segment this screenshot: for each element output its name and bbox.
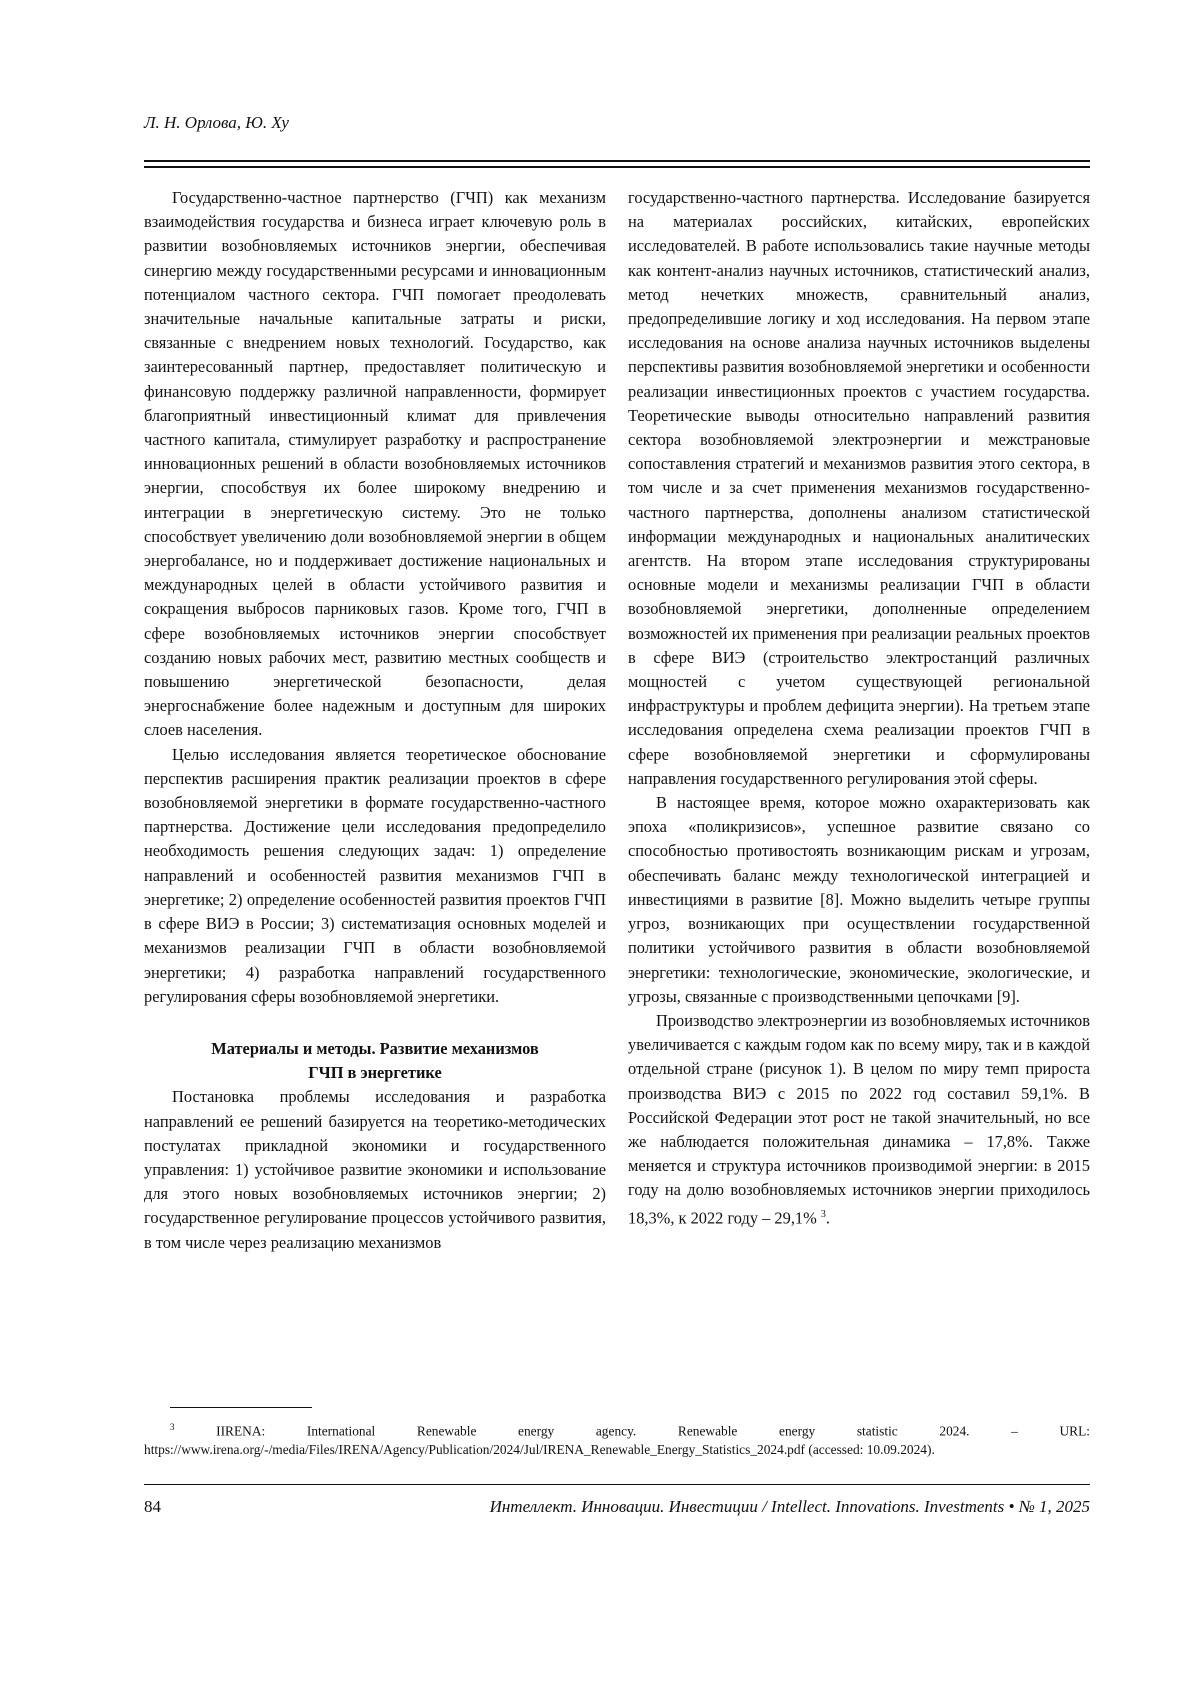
section-heading bbox=[144, 1037, 606, 1085]
body-paragraph-text: Производство электроэнергии из возобновляемых источников увеличивается с каждым годом как по всему миру, так и в каждой отдельной стране (рисунок 1). В целом по миру темп прироста производства ВИЭ с 2015 по 2022 год составил 59,1%. В Российской Федерации этот рост не такой значительный, но все же наблюдается положительная динамика – 17,8%. Также меняется и структура источников производимой энергии: в 2015 году на долю возобновляемых источников энергии приходилось 18,3%, к 2022 году – 29,1% bbox=[628, 1010, 1090, 1227]
body-paragraph: государственно-частного партнерства. Исследование базируется на материалах российских, китайских, европейских исследователей. В работе использовались такие научные методы как контент-анализ научных источников, статистический анализ, метод нечетких множеств, сравнительный анализ, предопределившие логику и ход исследования. На первом этапе исследования на основе анализа научных источников выделены перспективы развития возобновляемой энергетики и особенности реализации инвестиционных проектов с участием государства. Теоретические выводы относительно направлений развития сектора возобновляемой электроэнергии и межстрановые сопоставления стратегий и механизмов развития этого сектора, в том числе и за счет применения механизмов государственно-частного партнерства, дополнены анализом статистической информации международных и национальных аналитических агентств. На втором этапе исследования структурированы основные модели и механизмы реализации ГЧП в области возобновляемой энергетики, дополненные определением возможностей их применения при реализации реальных проектов в сфере ВИЭ (строительство электростанций различных мощностей с учетом существующей региональной инфраструктуры и проблем дефицита энергии). На третьем этапе исследования определена схема реализации проектов ГЧП в сфере возобновляемой энергетики и сформулированы направления государственного регулирования этой сферы. bbox=[628, 188, 1090, 788]
running-head-authors: Л. Н. Орлова, Ю. Ху bbox=[144, 113, 289, 132]
footer-rule bbox=[144, 1484, 1090, 1485]
page-number: 84 bbox=[144, 1497, 161, 1516]
body-paragraph: Постановка проблемы исследования и разработка направлений ее решений базируется на теоретико-методических постулатах прикладной экономики и государственного управления: 1) устойчивое развитие экономики и использование для этого новых возобновляемых источников энергии; 2) государственное регулирование процессов устойчивого развития, в том числе через реализацию механизмов bbox=[144, 1087, 606, 1252]
journal-title: Интеллект. Инновации. Инвестиции / Intellect. Innovations. Investments • № 1, 2025 bbox=[489, 1497, 1090, 1516]
footnote-text: IIRENA: International Renewable energy agency. Renewable energy statistic 2024. – URL: https://www.irena.org/-/media/Files/IRENA/Agency/Publication/2024/Jul/IRENA_Renewable_Energy_Statistics_2024.pdf (accessed: 10.09.2024). bbox=[144, 1423, 1090, 1458]
section-heading-line: Материалы и методы. Развитие механизмов bbox=[211, 1038, 539, 1058]
body-paragraph: Производство электроэнергии из возобновляемых источников увеличивается с каждым годом как по всему миру, так и в каждой отдельной стране (рисунок 1). В целом по миру темп прироста производства ВИЭ с 2015 по 2022 год составил 59,1%. В Российской Федерации этот рост не такой значительный, но все же наблюдается положительная динамика – 17,8%. Также меняется и структура источников производимой энергии: в 2015 году на долю возобновляемых источников энергии приходилось 18,3%, к 2022 году – 29,1% $^3$. bbox=[628, 1010, 1090, 1227]
body-paragraph: Целью исследования является теоретическое обоснование перспектив расширения практик реализации проектов в сфере возобновляемой энергетики в формате государственно-частного партнерства. Достижение цели исследования предопределило необходимость решения следующих задач: 1) определение направлений и особенностей развития механизмов ГЧП в энергетике; 2) определение особенностей развития проектов ГЧП в сфере ВИЭ в России; 3) систематизация основных моделей и механизмов реализации ГЧП в области возобновляемой энергетики; 4) разработка направлений государственного регулирования сферы возобновляемой энергетики. bbox=[144, 744, 606, 1006]
left-column bbox=[144, 186, 606, 1255]
footnote-marker: 3 bbox=[170, 1422, 175, 1432]
body-paragraph: Государственно-частное партнерство (ГЧП) как механизм взаимодействия государства и бизнеса играет ключевую роль в развитии возобновляемых источников энергии, обеспечивая синергию между государственными ресурсами и инновационным потенциалом частного сектора. ГЧП помогает преодолевать значительные начальные капитальные затраты и риски, связанные с внедрением новых технологий. Государство, как заинтересованный партнер, предоставляет политическую и финансовую поддержку различной направленности, формирует благоприятный инвестиционный климат для привлечения частного капитала, стимулирует разработку и распространение инновационных решений в области возобновляемых источников энергии, способствуя их более широкому внедрению и интеграции в энергетическую систему. Это не только способствует увеличению доли возобновляемой энергии в общем энергобалансе, но и поддерживает достижение национальных и международных целей в области устойчивого развития и сокращения выбросов парниковых газов. Кроме того, ГЧП в сфере возобновляемых источников энергии способствует созданию новых рабочих мест, развитию местных сообществ и повышению энергетической безопасности, делая энергоснабжение более надежным и доступным для широких слоев населения. bbox=[144, 188, 606, 740]
body-paragraph: В настоящее время, которое можно охарактеризовать как эпоха «поликризисов», успешное развитие связано со способностью противостоять возникающим рискам и угрозам, обеспечивать баланс между технологической интеграцией и инвестициями в развитие [8]. Можно выделить четыре группы угроз, возникающих при осуществлении государственной политики устойчивого развития в области возобновляемой энергетики: технологические, экономические, экологические, и угрозы, связанные с производственными цепочками [9]. bbox=[628, 793, 1090, 1006]
footnote-rule bbox=[170, 1407, 312, 1408]
section-heading-line: ГЧП в энергетике bbox=[308, 1063, 442, 1083]
right-column bbox=[628, 186, 1090, 1230]
footnote bbox=[144, 1418, 1090, 1459]
header-double-rule bbox=[144, 160, 1090, 168]
footnote-reference: 3 bbox=[820, 1208, 826, 1220]
